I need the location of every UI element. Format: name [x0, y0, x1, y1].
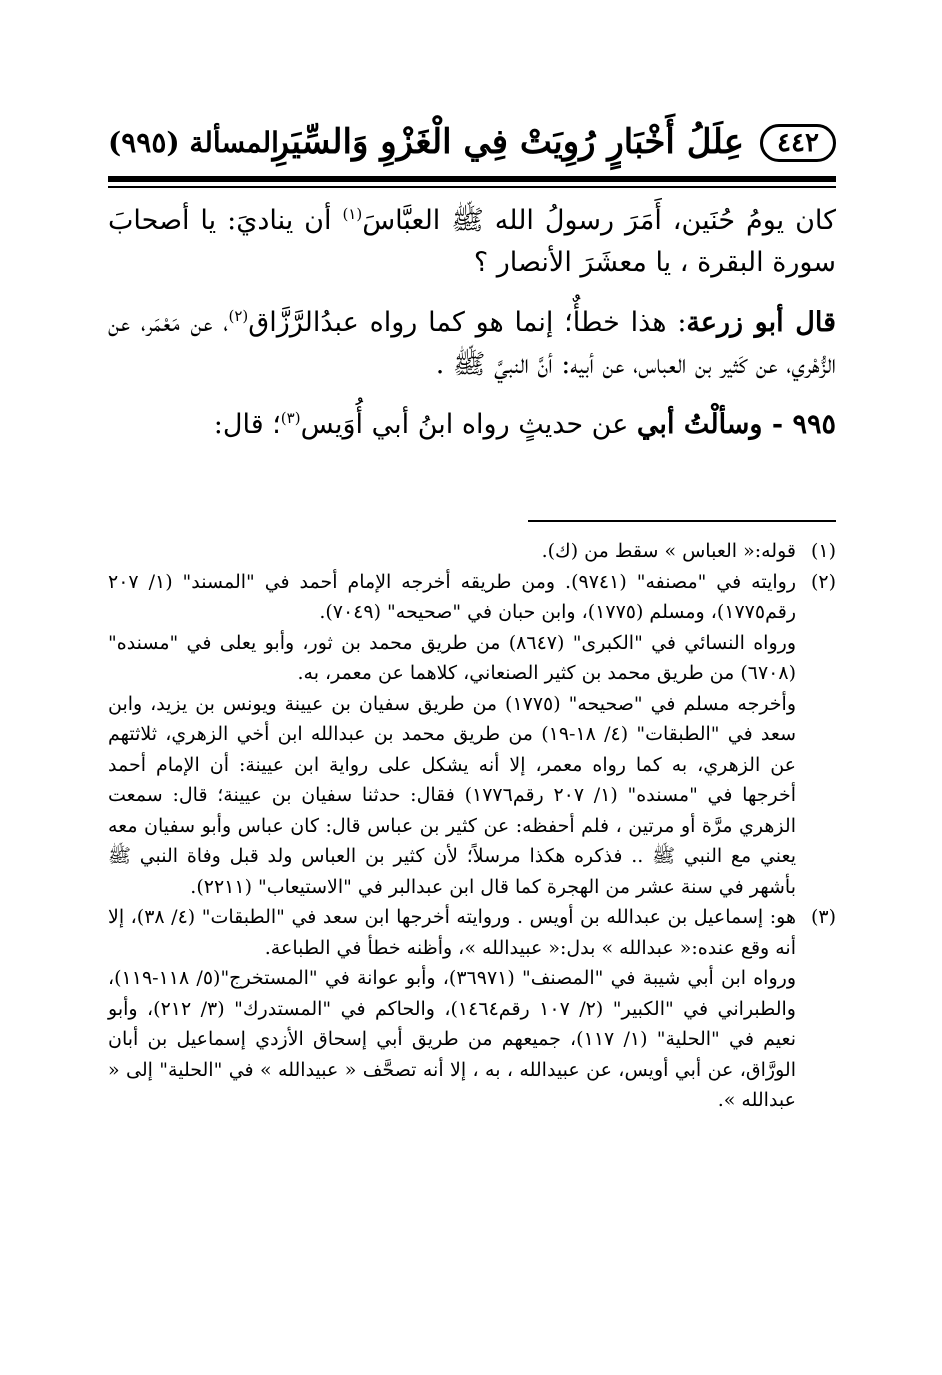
footnote-3-text-2: ورواه ابن أبي شيبة في "المصنف" (٣٦٩٧١)، وأبو عوانة في "المستخرج"(٥/ ١١٨-١١٩)، والطبراني في "الكبير" (٢/ ١٠٧ رقم١٤٦٤)، والحاكم في "المستدرك" (٣/ ٢١٢)، وأبو نعيم في "الحلية" (١/ ١١٧)، جميعهم من طريق أبي إسحاق الأزدي إسماعيل بن أبان الورَّاق، عن أبي أويس، عن عبيدالله ، به ، إلا أنه تصحَّف « عبيدالله » في "الحلية" إلى « عبدالله ». [108, 967, 796, 1111]
header-rule-thin [108, 186, 836, 188]
book-title: عِلَلُ أَخْبَارٍ رُوِيَتْ فِي الْغَزْوِ وَالسِّيَرِ [272, 122, 744, 162]
footnote-1 [108, 536, 836, 567]
footnote-ref-2: (٢) [228, 307, 249, 325]
footnote-3-text-1: هو: إسماعيل بن عبدالله بن أويس . وروايته أخرجها ابن سعد في "الطبقات" (٤/ ٣٨)، إلا أنه وقع عنده:« عبدالله » بدل:« عبيدالله »، وأظنه خطأ في الطباعة. [108, 906, 796, 959]
paragraph-3-text-b: ؛ قال: [213, 409, 281, 440]
paragraph-2-text-a: : هذا خطأٌ؛ إنما هو كما رواه عبدُالرَّزَّاق [248, 307, 687, 338]
paragraph-1-text-a: كان يومُ حُنَين، أَمَرَ رسولُ الله ﷺ العبَّاسَ [362, 205, 836, 236]
page-number: ٤٤٢ [777, 128, 819, 158]
paragraph-2 [108, 302, 836, 386]
paragraph-1 [108, 200, 836, 284]
header-rule-thick [108, 176, 836, 182]
footnote-2 [108, 567, 836, 903]
paragraph-1-text-b: أن يناديَ: يا أصحابَ سورة البقرة ، يا معشَرَ الأنصار ؟ [108, 205, 836, 278]
paragraph-2-text-b: ، عن مَعْمَر، عن الزُّهْري، عن كَثير بن العباس، عن أبيه: أنَّ النبيَّ ﷺ . [108, 307, 836, 380]
footnotes [108, 536, 836, 1116]
paragraph-3-text-a: عن حديثٍ رواه ابنُ أبي أُوَيس [300, 409, 637, 440]
footnote-separator [528, 520, 836, 522]
main-text [108, 200, 836, 464]
page-number-badge [760, 124, 836, 162]
issue-number: المسألة (٩٩٥) [108, 126, 279, 159]
footnote-3 [108, 902, 836, 1116]
footnote-1-text: قوله:« العباس » سقط من (ك). [541, 540, 796, 562]
footnote-2-text-1: روايته في "مصنفه" (٩٧٤١). ومن طريقه أخرجه الإمام أحمد في "المسند" (١/ ٢٠٧ رقم١٧٧٥)، ومسلم (١٧٧٥)، وابن حبان في "صحيحه" (٧٠٤٩). [108, 570, 797, 623]
footnote-2-number: (٢) [810, 570, 836, 593]
footnote-1-number: (١) [810, 540, 836, 562]
paragraph-2-lead: قال أبو زرعة [686, 307, 837, 338]
footnote-ref-3: (٣) [280, 409, 301, 427]
footnote-ref-1: (١) [342, 205, 363, 223]
footnote-2-text-3: وأخرجه مسلم في "صحيحه" (١٧٧٥) من طريق سفيان بن عيينة ويونس بن يزيد، وابن سعد في "الطبقات" (٤/ ١٨-١٩) من طريق محمد بن عبدالله ابن أخي الزهري، ثلاثتهم عن الزهري، به كما رواه معمر، إلا أنه يشكل على رواية ابن عيينة: أن الإمام أحمد أخرجها في "مسنده" (١/ ٢٠٧ رقم١٧٧٦) فقال: حدثنا سفيان بن عيينة؛ قال: سمعت الزهري مرَّة أو مرتين ، فلم أحفظه: عن كثير بن عباس قال: كان عباس وأبو سفيان معه يعني مع النبي ﷺ .. فذكره هكذا مرسلاً؛ لأن كثير بن العباس ولد قبل وفاة النبي ﷺ بأشهر في سنة عشر من الهجرة كما قال ابن عبدالبر في "الاستيعاب" (٢٢١١). [108, 692, 796, 898]
footnote-3-number: (٣) [810, 906, 836, 928]
page-header [108, 118, 836, 170]
footnote-2-text-2: ورواه النسائي في "الكبرى" (٨٦٤٧) من طريق محمد بن ثور، وأبو يعلى في "مسنده" (٦٧٠٨) من طريق محمد بن كثير الصنعاني، كلاهما عن معمر، به. [108, 631, 796, 684]
paragraph-3-lead: ٩٩٥ - وسألْتُ أبي [636, 409, 836, 440]
paragraph-3 [108, 404, 836, 446]
